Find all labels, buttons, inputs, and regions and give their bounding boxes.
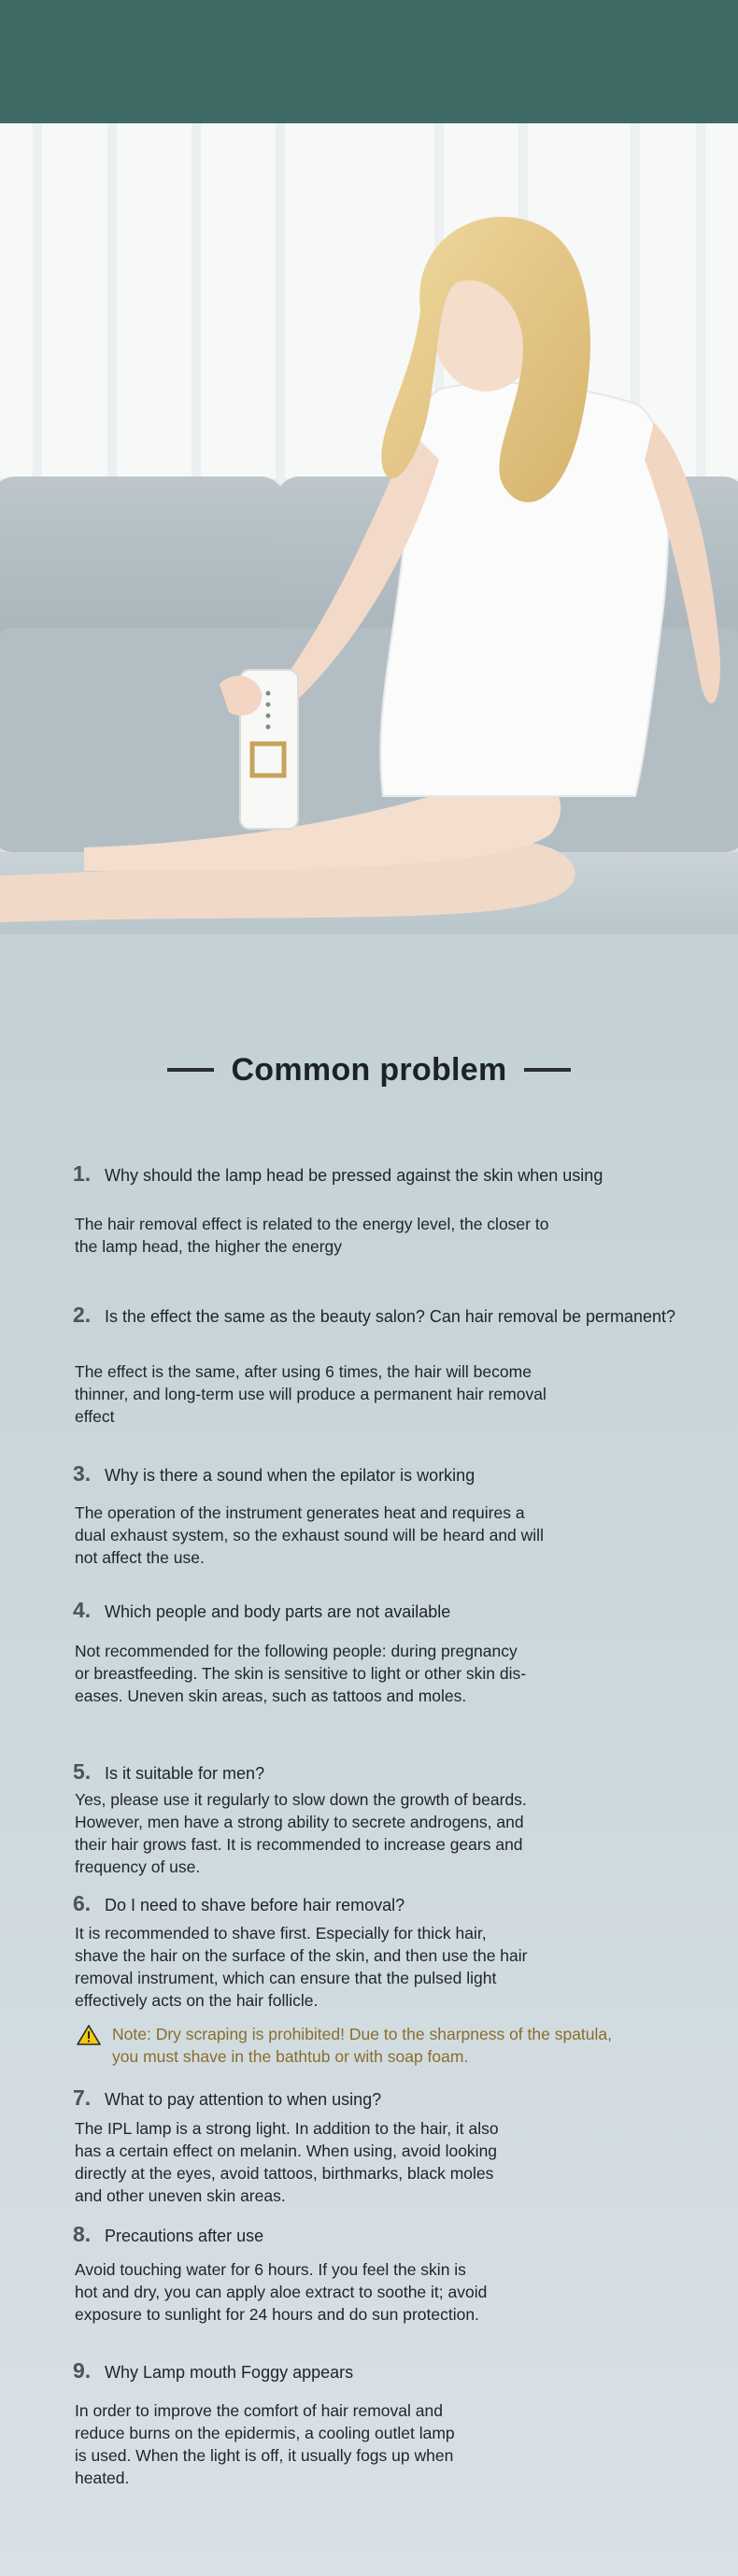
faq-answer-8 xyxy=(75,2258,617,2326)
answer-line: is used. When the light is off, it usually fogs up when xyxy=(75,2446,454,2465)
answer-line: However, men have a strong ability to secrete androgens, and xyxy=(75,1813,524,1831)
heading-right-rule xyxy=(524,1068,571,1072)
warning-note xyxy=(77,2023,701,2068)
answer-line: shave the hair on the surface of the skin, and then use the hair xyxy=(75,1946,528,1965)
answer-line: and other uneven skin areas. xyxy=(75,2186,286,2205)
faq-question-1 xyxy=(73,1161,603,1187)
faq-answer-4 xyxy=(75,1640,617,1707)
question-number: 2. xyxy=(73,1302,92,1327)
answer-line: It is recommended to shave first. Especially for thick hair, xyxy=(75,1924,487,1943)
faq-question-9 xyxy=(73,2358,353,2384)
section-title: Common problem xyxy=(231,1051,507,1088)
answer-line: The operation of the instrument generates heat and requires a xyxy=(75,1503,525,1522)
faq-answer-6 xyxy=(75,1922,617,2012)
answer-line: The effect is the same, after using 6 times, the hair will become xyxy=(75,1362,532,1381)
faq-question-4 xyxy=(73,1598,450,1623)
answer-line: has a certain effect on melanin. When using, avoid looking xyxy=(75,2142,498,2160)
faq-question-6 xyxy=(73,1891,404,1916)
answer-line: the lamp head, the higher the energy xyxy=(75,1237,343,1256)
answer-line: directly at the eyes, avoid tattoos, birthmarks, black moles xyxy=(75,2164,494,2183)
section-heading xyxy=(0,1044,738,1096)
warning-icon xyxy=(77,2024,101,2046)
faq-question-5 xyxy=(73,1759,264,1785)
faq-answer-9 xyxy=(75,2399,617,2489)
question-text: Is it suitable for men? xyxy=(105,1764,265,1783)
note-text xyxy=(112,2023,701,2068)
answer-line: The hair removal effect is related to the energy level, the closer to xyxy=(75,1215,549,1233)
answer-line: eases. Uneven skin areas, such as tattoos and moles. xyxy=(75,1686,467,1705)
answer-line: Avoid touching water for 6 hours. If you feel the skin is xyxy=(75,2260,466,2279)
question-text: Why Lamp mouth Foggy appears xyxy=(105,2363,354,2382)
hero-product-photo xyxy=(0,123,738,934)
faq-question-7 xyxy=(73,2085,381,2111)
answer-line: frequency of use. xyxy=(75,1857,201,1876)
note-line: you must shave in the bathtub or with soap foam. xyxy=(112,2047,469,2066)
question-number: 5. xyxy=(73,1759,92,1784)
faq-answer-5 xyxy=(75,1788,617,1878)
question-number: 7. xyxy=(73,2085,92,2110)
answer-line: The IPL lamp is a strong light. In addition to the hair, it also xyxy=(75,2119,499,2138)
answer-line: thinner, and long-term use will produce a permanent hair removal xyxy=(75,1385,546,1403)
question-text: Which people and body parts are not available xyxy=(105,1602,451,1621)
question-number: 3. xyxy=(73,1461,92,1486)
question-number: 6. xyxy=(73,1891,92,1915)
answer-line: effect xyxy=(75,1407,115,1426)
answer-line: removal instrument, which can ensure that the pulsed light xyxy=(75,1969,497,1987)
question-text: Do I need to shave before hair removal? xyxy=(105,1896,405,1914)
question-text: Why should the lamp head be pressed against the skin when using xyxy=(105,1166,603,1185)
answer-line: Not recommended for the following people: during pregnancy xyxy=(75,1642,518,1660)
faq-question-2 xyxy=(73,1302,675,1328)
faq-question-8 xyxy=(73,2222,263,2247)
answer-line: reduce burns on the epidermis, a cooling outlet lamp xyxy=(75,2424,455,2442)
faq-answer-2 xyxy=(75,1360,617,1428)
question-text: What to pay attention to when using? xyxy=(105,2090,382,2109)
question-number: 1. xyxy=(73,1161,92,1186)
question-text: Is the effect the same as the beauty salon? Can hair removal be permanent? xyxy=(105,1307,676,1326)
answer-line: In order to improve the comfort of hair removal and xyxy=(75,2401,443,2420)
faq-answer-1 xyxy=(75,1213,617,1258)
top-color-band xyxy=(0,0,738,123)
answer-line: hot and dry, you can apply aloe extract to soothe it; avoid xyxy=(75,2283,488,2301)
answer-line: their hair grows fast. It is recommended to increase gears and xyxy=(75,1835,523,1854)
hero-illustration xyxy=(0,123,738,934)
answer-line: or breastfeeding. The skin is sensitive to light or other skin dis- xyxy=(75,1664,527,1683)
answer-line: dual exhaust system, so the exhaust sound will be heard and will xyxy=(75,1526,544,1544)
question-number: 9. xyxy=(73,2358,92,2383)
note-line: Note: Dry scraping is prohibited! Due to the sharpness of the spatula, xyxy=(112,2025,613,2043)
question-number: 4. xyxy=(73,1598,92,1622)
answer-line: heated. xyxy=(75,2469,130,2487)
faq-answer-3 xyxy=(75,1501,617,1569)
answer-line: Yes, please use it regularly to slow down the growth of beards. xyxy=(75,1790,527,1809)
faq-answer-7 xyxy=(75,2117,617,2207)
question-text: Precautions after use xyxy=(105,2227,264,2245)
faq-question-3 xyxy=(73,1461,475,1487)
question-text: Why is there a sound when the epilator is working xyxy=(105,1466,475,1485)
question-number: 8. xyxy=(73,2222,92,2246)
answer-line: effectively acts on the hair follicle. xyxy=(75,1991,319,2010)
answer-line: not affect the use. xyxy=(75,1548,205,1567)
heading-left-rule xyxy=(167,1068,214,1072)
answer-line: exposure to sunlight for 24 hours and do sun protection. xyxy=(75,2305,479,2324)
